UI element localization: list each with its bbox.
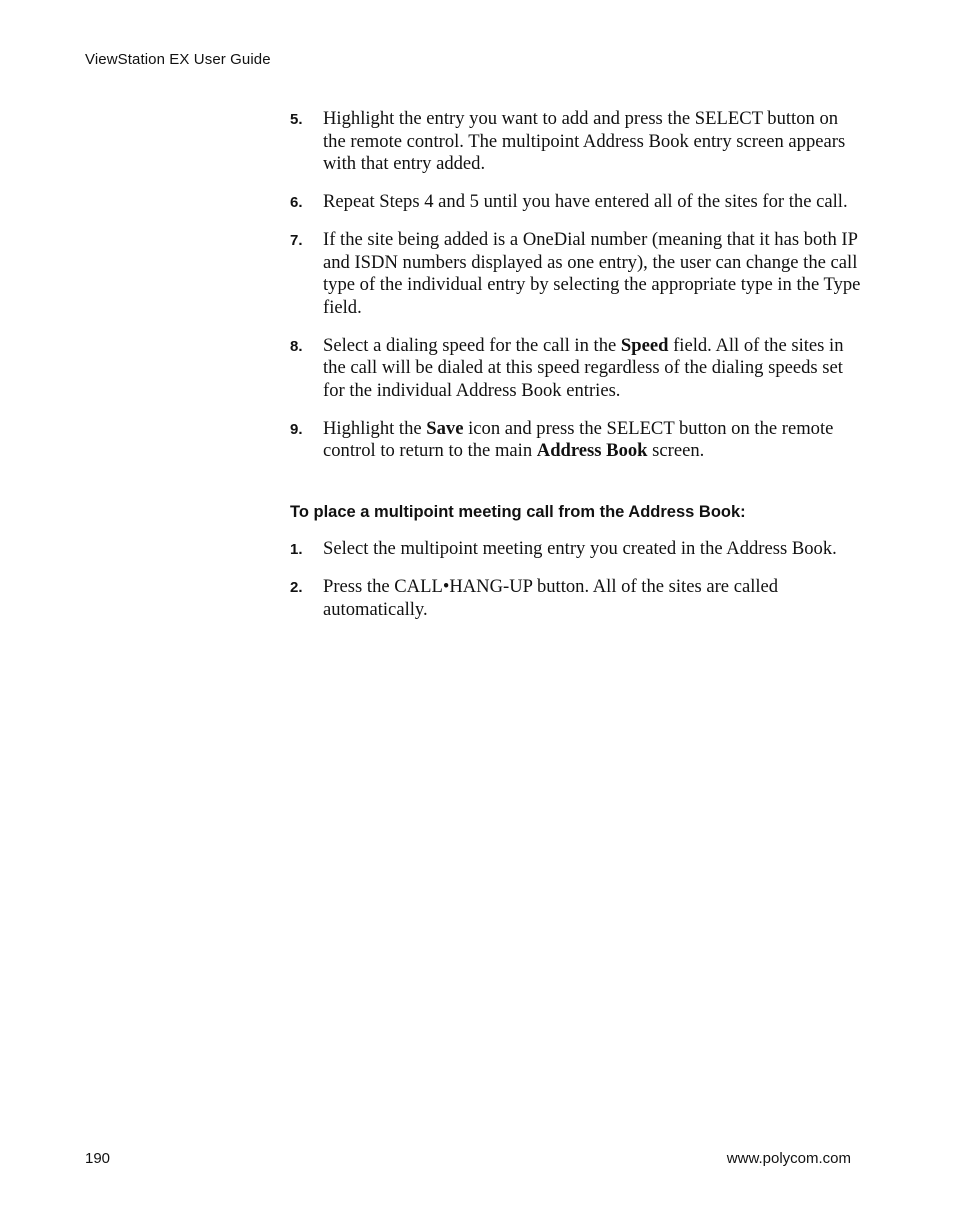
step-number: 8. bbox=[290, 337, 303, 355]
step-text-start: Highlight the bbox=[323, 417, 427, 439]
procedure-heading: To place a multipoint meeting call from the Address Book: bbox=[290, 503, 746, 522]
step-number: 6. bbox=[290, 194, 303, 212]
step-6 bbox=[290, 191, 865, 214]
step-number: 7. bbox=[290, 231, 303, 249]
running-header: ViewStation EX User Guide bbox=[85, 51, 271, 68]
step-text: Select the multipoint meeting entry you created in the Address Book. bbox=[323, 538, 837, 560]
step-text-start: Select a dialing speed for the call in the bbox=[323, 334, 621, 356]
step-number: 5. bbox=[290, 111, 303, 128]
step-number: 9. bbox=[290, 420, 303, 438]
step-text-end: field. All of the sites in the call will be dialed at this speed regardless of the dialing speeds set for the individual Address Book entries. bbox=[323, 334, 844, 402]
step-2 bbox=[290, 576, 865, 621]
step-5 bbox=[290, 108, 865, 176]
step-text: Repeat Steps 4 and 5 until you have entered all of the sites for the call. bbox=[323, 191, 848, 213]
page-number: 190 bbox=[85, 1150, 111, 1167]
footer-url: www.polycom.com bbox=[726, 1150, 851, 1167]
step-number: 2. bbox=[290, 578, 303, 596]
step-number: 1. bbox=[290, 541, 303, 559]
step-1 bbox=[290, 538, 865, 561]
step-7 bbox=[290, 229, 865, 320]
step-8 bbox=[290, 335, 865, 403]
step-text: Press the CALL•HANG-UP button. All of the sites are called automatically. bbox=[323, 575, 779, 620]
steps-list-continued bbox=[290, 108, 865, 463]
main-content bbox=[290, 108, 865, 636]
step-9 bbox=[290, 418, 865, 463]
step-text: If the site being added is a OneDial number (meaning that it has both IP and ISDN numbers displayed as one entry), the user can change the call type of the individual entry by selecting the appropriate type in the Type field. bbox=[323, 228, 861, 318]
step-text: Highlight the entry you want to add and press the SELECT button on the remote control. The multipoint Address Book entry screen appears with that entry added. bbox=[323, 108, 846, 175]
address-book-term: Address Book bbox=[536, 440, 648, 462]
save-icon-term: Save bbox=[426, 417, 464, 439]
step-text-end: screen. bbox=[647, 440, 705, 462]
steps-list-procedure bbox=[290, 538, 865, 621]
speed-field-term: Speed bbox=[620, 334, 669, 356]
step-text-middle: icon and press the SELECT button on the remote control to return to the main bbox=[323, 417, 834, 462]
